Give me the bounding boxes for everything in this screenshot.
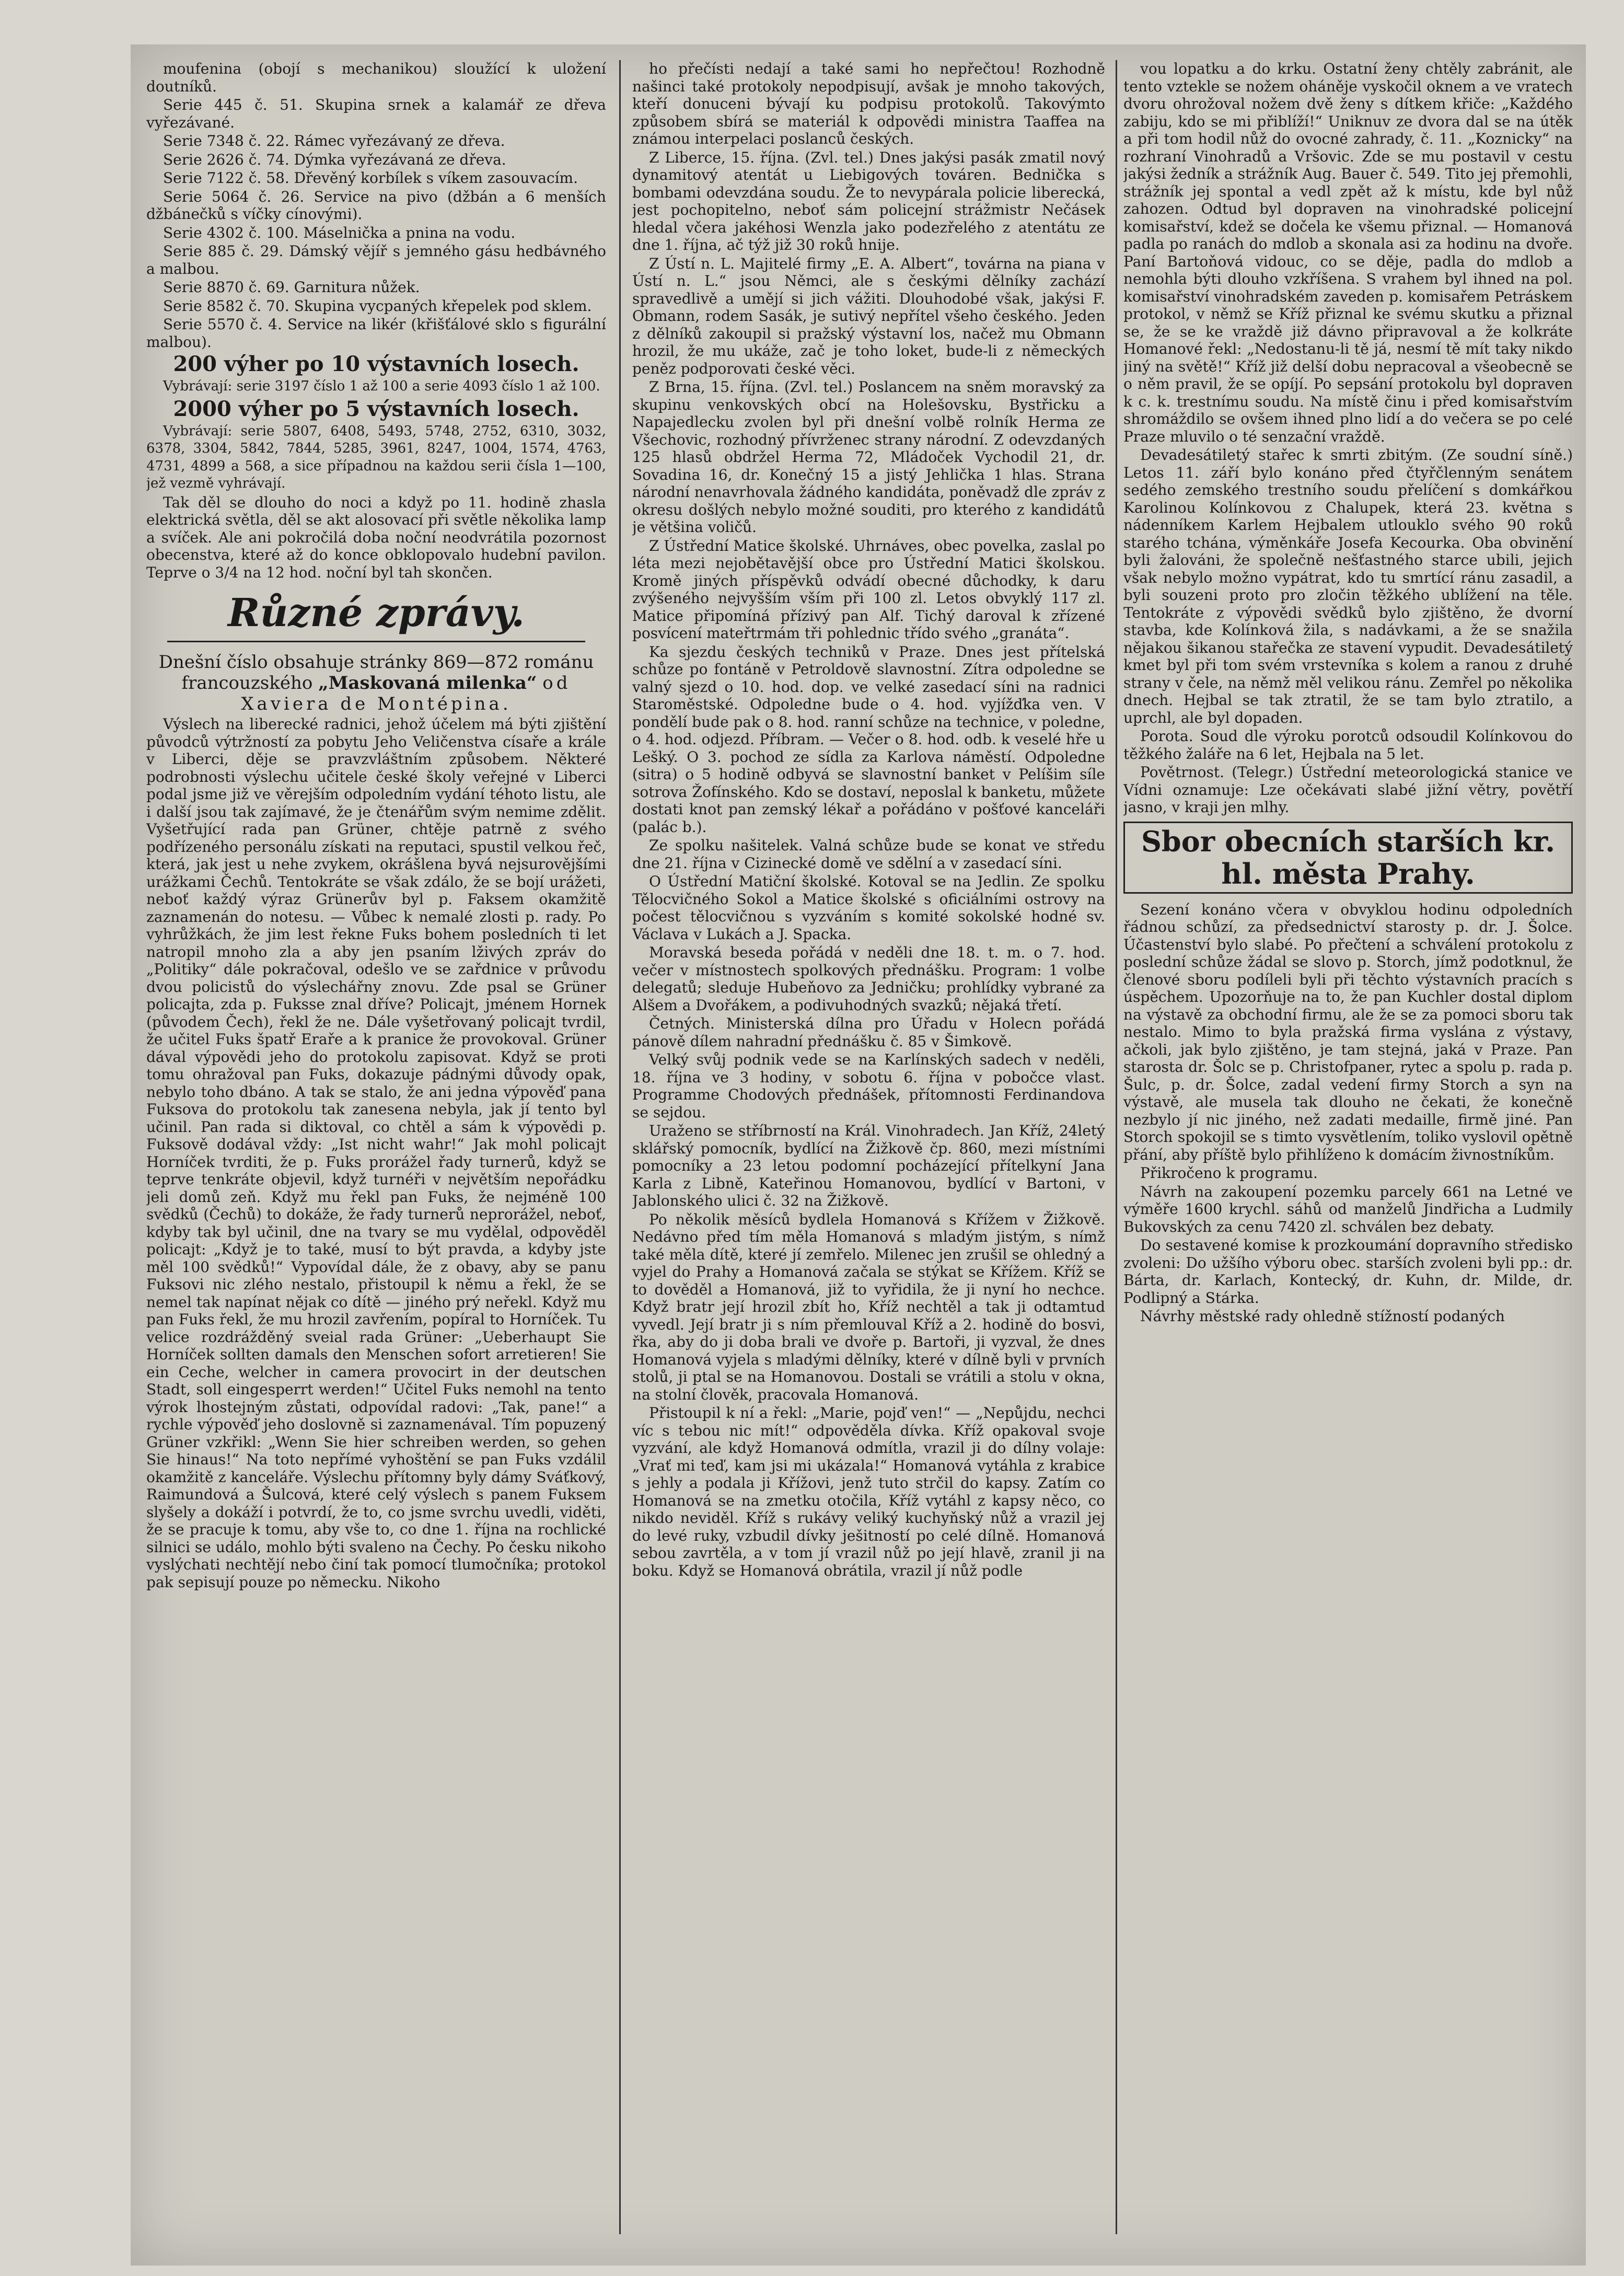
novel-notice-text: Dnešní číslo obsahuje stránky 869—872 románu francouzského [158,652,594,694]
lottery-entry: Serie 5570 č. 4. Service na likér (křišťálové sklo s figurální malbou). [146,316,606,351]
news-paragraph: Velký svůj podnik vede se na Karlínských sadech v neděli, 18. října ve 3 hodiny, v sobotu 6. října v pobočce vlast. Programme Chodových přednášek, přítomnosti Ferdinandova se sejdou. [632,1051,1105,1121]
news-paragraph: Přikročeno k programu. [1140,1164,1318,1182]
news-paragraph: Návrh na zakoupení pozemku parcely 661 na Letné ve výměře 1600 krychl. sáhů od manželů Jindřicha a Ludmily Bukovských za cenu 7420 zl. schválen bez debaty. [1123,1183,1573,1235]
column-1 [146,60,606,2245]
lottery-entry: Serie 445 č. 51. Skupina srnek a kalamář ze dřeva vyřezávané. [146,96,606,131]
novel-title: „Maskovaná milenka“ [318,673,537,694]
lottery-entry: Serie 7348 č. 22. Rámec vyřezávaný ze dřeva. [163,132,505,149]
lottery-heading-10: 200 výher po 10 výstavních losech. [173,352,579,376]
section-headline: Různé zprávy. [228,591,525,636]
news-paragraph: O Ústřední Matiční školské. Kotoval se na Jedlin. Ze spolku Tělocvičného Sokol a Matice školské s oficiálními ostrovy na počest tělocvičnou s vyzváním s komité sokolské hodné sv. Václava v Lukách a J. Spacka. [632,873,1105,943]
column-3 [1123,60,1573,2245]
article-paragraph: Výslech na liberecké radnici, jehož účelem má býti zjištění původců výtržností za pobytu Jeho Veličenstva císaře a krále v Liberci, děje se pravzvláštním způsobem. Některé podrobnosti výslechu učitele české školy veřejné v Liberci podal jsme již ve věrejším odpoledním vydání téhoto listu, ale i další jsou tak zajímavé, že je čtenářům svým nemime zdělit. Vyšetřující rada pan Grüner, chtěje patrně z svého podřízeného personálu získati na reputaci, spustil velkou řeč, která, jak jest u nehe zvykem, okrášlena byvá nejsurovějšími urážkami Čechů. Tentokráte se však zdálo, že se bojí urážeti, neboť každý výraz Grünerův byl p. Faksem okamžitě zaznamenán do notesu. — Vůbec k nemalé zlosti p. rady. Po vyhrůžkách, že jim lest řekne Fuks bohem posledních ti let natropil mnoho zla a aby jen psaním lživých zpráv do „Politiky“ dále pokračoval, odešlo ve se zařdnice v průvodu dvou policistů do výslechářny znovu. Zde psal se Grüner policajta, zda p. Fuksse znal dříve? Policajt, jménem Hornek (původem Čech), řekl že ne. Dále vyšetřovaný policajt tvrdil, že učitel Fuks špatř Eraře a k pranice že provokoval. Grüner dával výpovědi jeho do protokolu zapisovat. Když se proti tomu ohražoval pan Fuks, dokazuje pádnými důvody opak, nebylo toho dbáno. A tak se stalo, že ani jedna výpověď pana Fuksova do protokolu tak zanesena nebyla, jak jí tento byl učinil. Pan rada si diktoval, co chtěl a sám k výpovědi p. Fuksově dodával vždy: „Ist nicht wahr!“ Jak mohl policajt Horníček tvrditi, že p. Fuks prorážel řady turnerů, když se teprve tenkráte objevil, když turnéři v největším nepořádku jeli domů zeň. Když mu řekl pan Fuks, že nejméně 100 svědků (Čechů) to dokáže, že řady turnerů neprorážel, neboť, kdyby tak byl učinil, dne na tvary se mu vydělal, odpověděl policajt: „Když je to také, musí to být pravda, a kdyby jste měl 100 svědků!“ Vypovídal dále, že z obavy, aby se panu Fuksovi nic zlého nestalo, přistoupil k němu a řekl, že se nemel tak napínat nějak co dítě — jiného prý neřekl. Když mu pan Fuks řekl, že mu hrozil zavřením, popíral to Horníček. Tu velice rozdrážděný sveial rada Grüner: „Ueberhaupt Sie Horníček sollten damals den Menschen sofort arretieren! Sie ein Ceche, welcher in camera provocirt in der deutschen Stadt, soll eingesperrt werden!“ Učitel Fuks nemohl na tento výrok lhostejným zůstati, odpovídal radovi: „Tak, pane!“ a rychle výpověď jeho doslovně si zaznamenával. Tím popuzený Grüner vzkřikl: „Wenn Sie hier schreiben werden, so gehen Sie hinaus!“ Na toto nepřímé vyhoštění se pan Fuks vzdálil okamžitě z kanceláře. Výslechu přítomny byly dámy Sváťkový, Raimundová a Šulcová, které celý výslech s panem Fuksem slyšely a dokáží i potvrdí, že to, co jsme svrchu uvedli, viděti, že se pracuje k tomu, aby vše to, co dne 1. října na rochlické silnici se událo, mohlo býti svaleno na Čechy. Po česku nikoho vyslýchati nechtějí nebo činí tak pomocí tlumočníka; protokol pak sepisují pouze po německu. Nikoho [146,715,606,1591]
news-paragraph: ho přečísti nedají a také sami ho nepřečtou! Rozhodně našinci také protokoly nepodpisují, avšak je mnoho takových, kteří donuceni bývají ku podpisu protokolů. Takovýmto způsobem sbírá se materiál k odpovědi ministra Taaffea na známou interpelaci poslanců českých. [632,60,1105,147]
lottery-entry: Serie 5064 č. 26. Service na pivo (džbán a 6 menších džbánečků s víčky cínovými). [146,188,606,223]
newspaper-page [131,44,1586,2266]
lottery-entry: Serie 7122 č. 58. Dřevěný korbílek s víkem zasouvacím. [163,169,578,187]
lottery-para-10: Vybrávají: serie 3197 číslo 1 až 100 a serie 4093 číslo 1 až 100. [163,378,600,394]
novel-author: od Xaviera de Montépina. [241,673,571,714]
column-2 [632,60,1105,2245]
news-paragraph: Z Liberce, 15. října. (Zvl. tel.) Dnes jakýsi pasák zmatil nový dynamitový atentát u Liebigových továren. Bednička s bombami odevzdána soudu. Že to nevypárala policie liberecká, jest pochopitelno, neboť sám policejní strážmistr Nečásek hledal včera jakéhosi Wenzla jako podezřelého z atentátu ze dne 1. října, ač týž již 30 roků hnije. [632,148,1105,253]
novel-notice [146,652,606,714]
council-headline: Sbor obecních starších kr. hl. města Prahy. [1123,822,1573,894]
lottery-entry: Serie 8582 č. 70. Skupina vycpaných křepelek pod sklem. [163,297,592,315]
headline-rule [167,641,585,642]
news-paragraph: Povětrnost. (Telegr.) Ústřední meteorologická stanice ve Vídni oznamuje: Lze očekávati slabé jižní větry, povětří jasno, v kraji jen mlhy. [1123,764,1573,816]
lottery-entry: Serie 885 č. 29. Dámský vějíř s jemného gásu hedbávného a malbou. [146,242,606,278]
news-paragraph: Přistoupil k ní a řekl: „Marie, pojď ven!“ — „Nepůjdu, nechci víc s tebou nic mít!“ odpověděla dívka. Kříž opakoval svoje vyzvání, ale když Homanová odmítla, vrazil ji do dílny volaje: „Vrať mi teď, kam jsi mi ukázala!“ Homanová vytáhla z krabice s jehly a podala ji Křížovi, jenž tuto strčil do kapsy. Zatím co Homanová se na zmetku otočila, Kříž vytáhl z kapsy něco, co nikdo neviděl. Kříž s rukávy veliký kuchyňský nůž a vrazil jej do levé ruky, vzbudil dívky ješitností po celé dílně. Homanová sebou zavrtěla, a v tom jí vrazil nůž po její hlavě, zranil ji na boku. Když se Homanová obrátila, vrazil jí nůž podle [632,1404,1105,1579]
news-items-right [1123,60,1573,1325]
news-paragraph: Ze spolku našitelek. Valná schůze bude se konat ve středu dne 21. října v Cizinecké domě ve sdělní a v zasedací síni. [632,837,1105,872]
lottery-entry: Serie 2626 č. 74. Dýmka vyřezávaná ze dřeva. [163,151,506,168]
lottery-para-5: Vybrávají: serie 5807, 6408, 5493, 5748, 2752, 6310, 3032, 6378, 3304, 5842, 7844, 5285, 3961, 8247, 1004, 1574, 4763, 4731, 4899 a 568, a sice případnou na každou serii čísla 1—100, jež vezmě vyhrávají. [146,423,606,491]
column-divider [619,60,621,2234]
lottery-heading-5: 2000 výher po 5 výstavních losech. [173,396,579,421]
column-divider [1116,60,1117,2234]
lottery-closing: Tak děl se dlouho do noci a když po 11. hodině zhasla elektrická světla, děl se akt alosovací při světle několika lamp a svíček. Ale ani pokročilá doba noční neodvrátila pozornost obecenstva, které až do konce obklopovalo hudební pavilon. Teprve o 3/4 na 12 hod. noční byl tah skončen. [146,493,606,581]
news-paragraph: Do sestavené komise k prozkoumání dopravního středisko zvoleni: Do užšího výboru obec. starších zvoleni byli pp.: dr. Bárta, dr. Karlach, Kontecký, dr. Kuhn, dr. Milde, dr. Podlipný a Stárka. [1123,1237,1573,1307]
news-paragraph: Uraženo se stříbrností na Král. Vinohradech. Jan Kříž, 24letý sklářský pomocník, bydlící na Žižkově čp. 860, mezi místními pomocníky a 23 letou podomní pocházející přítelkyní Jana Karla z Libně, Kateřinou Homanovou, bydlící v Bartoni, v Jablonského ulici č. 32 na Žižkově. [632,1122,1105,1209]
news-paragraph: Porota. Soud dle výroku porotců odsoudil Kolínkovou do těžkého žaláře na 6 let, Hejbala na 5 let. [1123,727,1573,762]
lottery-entry: Serie 8870 č. 69. Garnitura nůžek. [163,279,420,296]
news-paragraph: Návrhy městské rady ohledně stížností podaných [1140,1308,1505,1325]
lottery-entry: moufenina (obojí s mechanikou) sloužící k uložení doutníků. [146,60,606,95]
news-paragraph: Četných. Ministerská dílna pro Úřadu v Holecn pořádá pánově dílem nahradní přednášku č. 85 v Šimkově. [632,1015,1105,1050]
news-paragraph: Po několik měsíců bydlela Homanová s Křížem v Žižkově. Nedávno před tím měla Homanová s mladým jistým, s nímž také měla dítě, které jí zemřelo. Milenec jen zrušil se ohledný a vyjel do Prahy a Homanová začala se stýkat se Křížem. Kříž se to dověděl a Homanová, již to vyřidila, že ji nyní ho nechce. Když bratr její hrozil zbít ho, Kříž nechtěl a tak ji odtamtud vyvedl. Její bratr ji s ním přemlouval Kříž a 2. hodině do bosvi, řka, aby do ji doba brali ve dvoře p. Bartoři, ji vyzval, že dnes Homanová vyjela s mladými dělníky, které v dílně byli v prvních stolů, ji ptal se na Homanovou. Dostali se vrátili a stolu v okna, na stolní člověk, pracovala Homanová. [632,1210,1105,1403]
news-paragraph: Z Brna, 15. října. (Zvl. tel.) Poslancem na sněm moravský za skupinu venkovských obcí na Holešovsku, Bystřicku a Napajedlecku zvolen byl při dnešní volbě rolník Herma ze Všechovic, rozhodný přívrženec strany národní. Z odevzdaných 125 hlasů obdržel Herma 72, Mládoček Vychodil 21, dr. Sovadina 16, dr. Konečný 15 a jistý Jehlička 1 hlas. Strana národní nenavrhovala žádného kandidáta, poněvadž dle zpráv z okresu došlých nebylo možné souditi, pro kterého z kandidátů je většina voličů. [632,378,1105,536]
lottery-list [146,60,606,351]
news-paragraph: vou lopatku a do krku. Ostatní ženy chtěly zabránit, ale tento vztekle se nožem oháněje vyskočil oknem a ve vratech dvoru ohrožoval nožem dvě ženy s dítkem křiče: „Každého zabiju, kdo se mi přiblíží!“ Uniknuv ze dvora dal se na útěk a při tom hodil nůž do ovocné zahrady, č. 11. „Koznicky“ na rozhraní Vinohradů a Vršovic. Zde se mu postavil v cestu jakýsi žedník a strážník Aug. Bauer č. 549. Tito jej přemohli, strážník jej spontal a vedl zpět až k místu, kde byl nůž zahozen. Odtud byl dopraven na vinohradské policejní komisařství, kdež se dočela ke všemu přiznal. — Homanová padla po ranách do mdlob a skonala asi za hodinu na dvoře. Paní Bartoňová vidouc, co se děje, padla do mdlob a nemohla býti dlouho vzkříšena. S vrahem byl ihned na pol. komisařství vinohradském zaveden p. komisařem Petráskem protokol, v němž se Kříž přiznal ke svému skutku a přiznal se, že se ke vraždě již dávno připravoval a že kolkráte Homanové řekl: „Nedostanu-li tě já, nesmí tě mít taky nikdo jiný na světě!“ Kříž již delší dobu nepracoval a všeobecně se o něm pravil, že se opíjí. Po sepsání protokolu byl dopraven k c. k. trestnímu soudu. Na místě činu i před komisařstvím shromáždilo se ovšem ihned plno lidí a do večera se po celé Praze mluvilo o té senzační vraždě. [1123,60,1573,445]
news-paragraph: Moravská beseda pořádá v neděli dne 18. t. m. o 7. hod. večer v místnostech spolkových přednášku. Program: 1 volbe delegatů; sleduje Hubeňovo za Jedničku; prohlídky vybrané za Alšem a Dvořákem, a podivuhodných svazků; nějaká třetí. [632,944,1105,1014]
news-paragraph: Ka sjezdu českých techniků v Praze. Dnes jest přítelská schůze po fontáně v Petroldově slavnostní. Zítra odpoledne se valný sjezd o 10. hod. dop. ve velké zasedací síni na radnici Staroměstské. Odpoledne bude o 4. hod. vyjížďka ven. V pondělí bude pak o 8. hod. ranní schůze na technice, v poledne, o 4. hod. odjezd. Příbram. — Večer o 8. hod. odb. k veselé hře u Lešký. O 3. pochod ze sídla za Karlova náměstí. Odpoledne (sitra) o 5 hodině odbyvá se slavnostní banket v Pelíšim síle sotrova Žofínského. Kdo se dostaví, neposlal k banketu, můžete dostati knot pan zemský lékař a pořádáno v pošťové kanceláři (palác b.). [632,643,1105,836]
news-paragraph: Z Ústřední Matice školské. Uhrnáves, obec povelka, zaslal po léta mezi nejobětavější obce pro Ústřední Matici školskou. Kromě jiných příspěvků odvádí obecné důchodky, k daru zvýšeného nejvyšším vším při 100 zl. Letos obvyklý 117 zl. Matice připomíná přízivý pan Alf. Tichý daroval k zřízené posvícení mateřtrmám tři pohlednic třído svého „granáta“. [632,537,1105,642]
news-paragraph: Sezení konáno včera v obvyklou hodinu odpoledních řádnou schůzí, za předsednictví starosty p. dr. J. Šolce. Účastenství bylo slabé. Po přečtení a schválení protokolu z poslední schůze žádal se slovo p. Storch, jímž podotknul, že členové sboru podíleli byli při těchto výstavních pracích s úspěchem. Upozorňuje na to, že pan Kuchler dostal diplom na výstavě za obchodní firmu, ale že se za pomoci sboru tak nestalo. Mimo to byla pražská firma vyslána z výstavy, ačkoli, jak bylo zjištěno, je tam stejná, jaká v Praze. Pan starosta dr. Šolc se p. Christofpaner, rytec a spolu p. rada p. Šulc, p. dr. Šolce, zadal vedení firmy Storch a syn na výstavě, ale musela tak dlouho ne čekati, že konečně nezbylo jí nic jiného, než zadati medaille, firmě jiné. Pan Storch spokojil se s timto vysvětlením, toliko vyslovil opětně přání, aby příště bylo přihlíženo k domácím živnostníkům. [1123,900,1573,1163]
news-paragraph: Z Ústí n. L. Majitelé firmy „E. A. Albert“, továrna na piana v Ústí n. L.“ jsou Němci, ale s českými dělníky zachází spravedlivě a umějí si jich vážiti. Dlouhodobé však, jakýsi F. Obmann, rodem Sasák, je sutivý nepřítel všeho českého. Jeden z dělníků zakoupil si pražský výstavní los, načež mu Obmann hrozil, že mu ukáže, zač je toho loket, bude-li z německých peněz podporovati české věci. [632,255,1105,377]
news-items [632,60,1105,1579]
article-liberec [146,715,606,1591]
lottery-entry: Serie 4302 č. 100. Máselnička a pnina na vodu. [163,224,516,241]
news-paragraph: Devadesátiletý stařec k smrti zbitým. (Ze soudní síně.) Letos 11. září bylo konáno před čtyřčlenným senátem sedého zemského trestního soudu přelíčení s domkářkou Karolinou Kolínkovou z Chalupek, která 23. května s nádenníkem Karlem Hejbalem utlouklo svého 90 roků starého tchána, výměnkáře Josefa Kecourka. Oba obvinění byli žalováni, že společně nešťastného starce ubili, jejich však nebylo možno vypátrat, kdo tu smrtící ránu zasadil, a byli souzeni proto pro zločin těžkého ublížení na těle. Tentokráte z výpovědi svědků bylo zjištěno, že dvorní stavba, kde Kolínková žila, s nadávkami, a že se snažila nějakou šikanou stařečka ze stavení vypudit. Devadesátiletý kmet byl při tom svém vrstevníka s kolem a ranou z druhé strany v čele, na němž měl velikou ránu. Zemřel po několika dnech. Hejbal se tak ztratil, že se tam bylo ztratilo, a uprchl, ale byl dopaden. [1123,446,1573,726]
